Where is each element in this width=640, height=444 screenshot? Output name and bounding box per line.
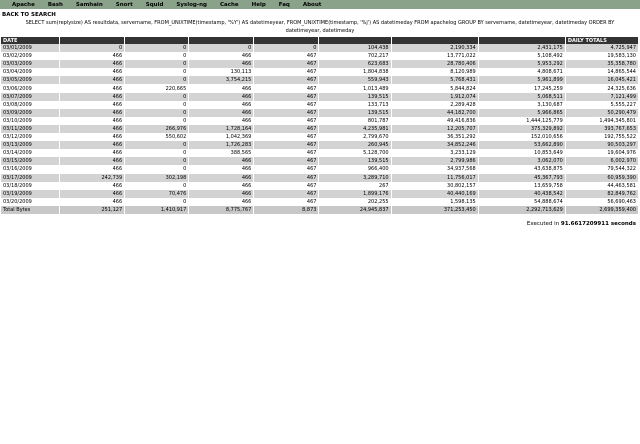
bytes-cell: 5,844,824 <box>392 84 478 92</box>
bytes-cell: 466 <box>60 60 124 68</box>
daily-total-cell: 19,583,130 <box>566 52 638 60</box>
bytes-cell: 2,289,428 <box>392 101 478 109</box>
table-row <box>1 157 638 165</box>
daily-total-cell: 2,699,359,400 <box>566 206 638 214</box>
bytes-cell: 0 <box>125 93 188 101</box>
bytes-cell: 5,128,700 <box>319 149 390 157</box>
table-row <box>1 133 638 141</box>
bytes-cell: 466 <box>189 165 253 173</box>
bytes-cell: 0 <box>125 101 188 109</box>
bytes-cell: 3,062,070 <box>479 157 565 165</box>
bytes-cell: 5,966,865 <box>479 109 565 117</box>
bytes-cell: 104,438 <box>319 44 390 52</box>
bytes-cell: 266,976 <box>125 125 188 133</box>
column-header <box>254 37 318 44</box>
menu-item-help[interactable]: Help <box>251 1 266 8</box>
bytes-cell: 24,945,837 <box>319 206 390 214</box>
bytes-cell: 0 <box>125 141 188 149</box>
bytes-cell: 467 <box>254 93 318 101</box>
column-header <box>189 37 253 44</box>
bytes-cell: 10,853,649 <box>479 149 565 157</box>
table-row <box>1 60 638 68</box>
table-row <box>1 76 638 84</box>
table-row <box>1 141 638 149</box>
bytes-cell: 466 <box>189 117 253 125</box>
daily-total-cell: 56,690,463 <box>566 198 638 206</box>
bytes-cell: 1,013,489 <box>319 84 390 92</box>
table-row <box>1 125 638 133</box>
bytes-cell: 467 <box>254 101 318 109</box>
column-header <box>60 37 124 44</box>
bytes-cell: 388,565 <box>189 149 253 157</box>
bytes-cell: 466 <box>60 76 124 84</box>
date-cell: 03/05/2009 <box>1 76 59 84</box>
bytes-cell: 467 <box>254 198 318 206</box>
table-row <box>1 93 638 101</box>
bytes-cell: 466 <box>60 157 124 165</box>
date-cell: 03/12/2009 <box>1 133 59 141</box>
bytes-cell: 5,068,511 <box>479 93 565 101</box>
bytes-cell: 550,602 <box>125 133 188 141</box>
bytes-cell: 36,351,292 <box>392 133 478 141</box>
bytes-cell: 0 <box>189 44 253 52</box>
column-header: DATE <box>1 37 59 44</box>
bytes-cell: 0 <box>125 44 188 52</box>
bytes-cell: 1,598,135 <box>392 198 478 206</box>
bytes-cell: 467 <box>254 117 318 125</box>
bytes-cell: 466 <box>189 182 253 190</box>
bytes-cell: 2,292,713,629 <box>479 206 565 214</box>
menu-item-faq[interactable]: Faq <box>278 1 290 8</box>
bytes-cell: 5,953,292 <box>479 60 565 68</box>
bytes-cell: 130,113 <box>189 68 253 76</box>
date-cell: 03/07/2009 <box>1 93 59 101</box>
table-row <box>1 101 638 109</box>
bytes-cell: 1,804,838 <box>319 68 390 76</box>
bytes-cell: 8,873 <box>254 206 318 214</box>
column-header <box>319 37 390 44</box>
bytes-cell: 466 <box>60 149 124 157</box>
bytes-cell: 466 <box>60 117 124 125</box>
bytes-cell: 0 <box>125 68 188 76</box>
bytes-cell: 28,780,406 <box>392 60 478 68</box>
date-cell: 03/18/2009 <box>1 182 59 190</box>
bytes-cell: 1,728,164 <box>189 125 253 133</box>
date-cell: 03/03/2009 <box>1 60 59 68</box>
bytes-cell: 467 <box>254 165 318 173</box>
bytes-cell: 267 <box>319 182 390 190</box>
bytes-cell: 1,042,369 <box>189 133 253 141</box>
bytes-cell: 467 <box>254 190 318 198</box>
sql-query-text: SELECT sum(replysize) AS resultdata, servername, FROM_UNIXTIME(timestamp, '%Y') AS datetimeyear, FROM_UNIXTIME(timestamp, '%j') AS datetimeday FROM apachelog GROUP BY servername, datetimeyear, datetimeday ORDER BY datetimeyear, datetimeday <box>25 20 615 34</box>
daily-total-cell: 90,503,297 <box>566 141 638 149</box>
bytes-cell: 139,515 <box>319 93 390 101</box>
bytes-cell: 467 <box>254 76 318 84</box>
bytes-cell: 466 <box>189 84 253 92</box>
bytes-cell: 466 <box>60 182 124 190</box>
bytes-cell: 302,198 <box>125 174 188 182</box>
results-table <box>0 37 639 214</box>
bytes-cell: 375,329,892 <box>479 125 565 133</box>
bytes-cell: 466 <box>60 165 124 173</box>
execution-time-value: 91.6617209911 seconds <box>560 220 636 227</box>
bytes-cell: 133,713 <box>319 101 390 109</box>
bytes-cell: 467 <box>254 68 318 76</box>
daily-total-cell: 35,358,780 <box>566 60 638 68</box>
bytes-cell: 0 <box>125 157 188 165</box>
bytes-cell: 3,289,710 <box>319 174 390 182</box>
daily-total-cell: 16,045,421 <box>566 76 638 84</box>
bytes-cell: 1,912,074 <box>392 93 478 101</box>
menu-item-bash[interactable]: Bash <box>47 1 63 8</box>
bytes-cell: 467 <box>254 125 318 133</box>
bytes-cell: 70,476 <box>125 190 188 198</box>
bytes-cell: 3,233,129 <box>392 149 478 157</box>
bytes-cell: 0 <box>125 76 188 84</box>
bytes-cell: 1,726,283 <box>189 141 253 149</box>
bytes-cell: 466 <box>189 174 253 182</box>
bytes-cell: 260,945 <box>319 141 390 149</box>
table-row <box>1 117 638 125</box>
bytes-cell: 34,852,246 <box>392 141 478 149</box>
bytes-cell: 702,217 <box>319 52 390 60</box>
bytes-cell: 54,888,674 <box>479 198 565 206</box>
bytes-cell: 467 <box>254 182 318 190</box>
bytes-cell: 466 <box>189 101 253 109</box>
daily-total-cell: 82,849,762 <box>566 190 638 198</box>
bytes-cell: 2,799,986 <box>392 157 478 165</box>
date-cell: 03/14/2009 <box>1 149 59 157</box>
bytes-cell: 466 <box>189 109 253 117</box>
daily-total-cell: 5,555,227 <box>566 101 638 109</box>
bytes-cell: 8,120,989 <box>392 68 478 76</box>
daily-total-cell: 6,002,970 <box>566 157 638 165</box>
bytes-cell: 2,431,175 <box>479 44 565 52</box>
daily-total-cell: 50,290,479 <box>566 109 638 117</box>
bytes-cell: 0 <box>125 198 188 206</box>
date-cell: 03/13/2009 <box>1 141 59 149</box>
column-header <box>392 37 478 44</box>
bytes-cell: 2,799,670 <box>319 133 390 141</box>
date-cell: 03/20/2009 <box>1 198 59 206</box>
bytes-cell: 1,444,125,779 <box>479 117 565 125</box>
bytes-cell: 45,367,793 <box>479 174 565 182</box>
column-header: DAILY TOTALS <box>566 37 638 44</box>
bytes-cell: 559,943 <box>319 76 390 84</box>
daily-total-cell: 44,463,581 <box>566 182 638 190</box>
menu-item-syslog-ng[interactable]: Syslog-ng <box>176 1 207 8</box>
bytes-cell: 467 <box>254 133 318 141</box>
bytes-cell: 220,665 <box>125 84 188 92</box>
bytes-cell: 5,768,431 <box>392 76 478 84</box>
table-row <box>1 182 638 190</box>
bytes-cell: 467 <box>254 174 318 182</box>
date-cell: 03/04/2009 <box>1 68 59 76</box>
date-cell: 03/16/2009 <box>1 165 59 173</box>
bytes-cell: 13,659,758 <box>479 182 565 190</box>
bytes-cell: 466 <box>60 101 124 109</box>
bytes-cell: 466 <box>60 133 124 141</box>
bytes-cell: 467 <box>254 157 318 165</box>
bytes-cell: 467 <box>254 141 318 149</box>
bytes-cell: 202,255 <box>319 198 390 206</box>
bytes-cell: 466 <box>189 93 253 101</box>
bytes-cell: 467 <box>254 60 318 68</box>
bytes-cell: 466 <box>60 84 124 92</box>
bytes-cell: 43,638,875 <box>479 165 565 173</box>
execution-time-label: Executed in <box>526 220 561 227</box>
bytes-cell: 1,899,176 <box>319 190 390 198</box>
daily-total-cell: 7,121,499 <box>566 93 638 101</box>
bytes-cell: 0 <box>125 52 188 60</box>
date-cell: 03/08/2009 <box>1 101 59 109</box>
bytes-cell: 0 <box>125 149 188 157</box>
bytes-cell: 466 <box>189 52 253 60</box>
bytes-cell: 5,961,899 <box>479 76 565 84</box>
bytes-cell: 4,235,981 <box>319 125 390 133</box>
bytes-cell: 30,802,157 <box>392 182 478 190</box>
bytes-cell: 0 <box>254 44 318 52</box>
bytes-cell: 466 <box>60 52 124 60</box>
menu-item-about[interactable]: About <box>302 1 322 8</box>
daily-total-cell: 1,494,345,801 <box>566 117 638 125</box>
table-row <box>1 190 638 198</box>
bytes-cell: 467 <box>254 52 318 60</box>
bytes-cell: 152,010,656 <box>479 133 565 141</box>
bytes-cell: 467 <box>254 84 318 92</box>
bytes-cell: 34,937,568 <box>392 165 478 173</box>
bytes-cell: 0 <box>125 60 188 68</box>
bytes-cell: 49,416,836 <box>392 117 478 125</box>
column-header <box>479 37 565 44</box>
menu-item-samhain[interactable]: Samhain <box>75 1 103 8</box>
bytes-cell: 5,108,492 <box>479 52 565 60</box>
bytes-cell: 8,775,767 <box>189 206 253 214</box>
daily-total-cell: 19,604,976 <box>566 149 638 157</box>
total-row <box>1 206 638 214</box>
menu-item-squid[interactable]: Squid <box>145 1 164 8</box>
bytes-cell: 2,190,334 <box>392 44 478 52</box>
bytes-cell: 466 <box>60 190 124 198</box>
daily-total-cell: 393,767,653 <box>566 125 638 133</box>
table-header-row <box>1 37 638 44</box>
table-row <box>1 198 638 206</box>
table-row <box>1 52 638 60</box>
date-cell: 03/11/2009 <box>1 125 59 133</box>
daily-total-cell: 14,865,544 <box>566 68 638 76</box>
bytes-cell: 0 <box>125 165 188 173</box>
bytes-cell: 40,438,542 <box>479 190 565 198</box>
column-header <box>125 37 188 44</box>
back-to-search-link[interactable]: BACK TO SEARCH <box>2 12 56 18</box>
bytes-cell: 12,205,707 <box>392 125 478 133</box>
bytes-cell: 40,440,169 <box>392 190 478 198</box>
date-cell: 03/15/2009 <box>1 157 59 165</box>
table-row <box>1 109 638 117</box>
bytes-cell: 3,754,215 <box>189 76 253 84</box>
table-row <box>1 44 638 52</box>
daily-total-cell: 4,725,947 <box>566 44 638 52</box>
daily-total-cell: 24,325,636 <box>566 84 638 92</box>
bytes-cell: 139,515 <box>319 109 390 117</box>
bytes-cell: 11,756,017 <box>392 174 478 182</box>
date-cell: 03/06/2009 <box>1 84 59 92</box>
table-row <box>1 165 638 173</box>
bytes-cell: 466 <box>189 190 253 198</box>
table-row <box>1 174 638 182</box>
bytes-cell: 466 <box>60 141 124 149</box>
bytes-cell: 466 <box>60 109 124 117</box>
menu-item-snort[interactable]: Snort <box>115 1 133 8</box>
bytes-cell: 4,808,671 <box>479 68 565 76</box>
date-cell: 03/01/2009 <box>1 44 59 52</box>
bytes-cell: 466 <box>60 68 124 76</box>
date-cell: 03/19/2009 <box>1 190 59 198</box>
bytes-cell: 0 <box>60 44 124 52</box>
date-cell: Total Bytes <box>1 206 59 214</box>
bytes-cell: 466 <box>60 198 124 206</box>
bytes-cell: 466 <box>189 60 253 68</box>
bytes-cell: 371,253,450 <box>392 206 478 214</box>
bytes-cell: 53,662,890 <box>479 141 565 149</box>
table-row <box>1 84 638 92</box>
date-cell: 03/10/2009 <box>1 117 59 125</box>
top-menu-bar <box>0 0 640 9</box>
bytes-cell: 467 <box>254 149 318 157</box>
bytes-cell: 251,127 <box>60 206 124 214</box>
bytes-cell: 0 <box>125 109 188 117</box>
bytes-cell: 966,400 <box>319 165 390 173</box>
table-row <box>1 149 638 157</box>
menu-item-cache[interactable]: Cache <box>219 1 239 8</box>
bytes-cell: 139,515 <box>319 157 390 165</box>
bytes-cell: 801,787 <box>319 117 390 125</box>
bytes-cell: 466 <box>60 93 124 101</box>
menu-item-apache[interactable]: Apache <box>12 1 35 8</box>
date-cell: 03/09/2009 <box>1 109 59 117</box>
execution-time <box>0 221 636 227</box>
bytes-cell: 1,410,917 <box>125 206 188 214</box>
bytes-cell: 466 <box>189 198 253 206</box>
bytes-cell: 623,683 <box>319 60 390 68</box>
date-cell: 03/02/2009 <box>1 52 59 60</box>
table-row <box>1 68 638 76</box>
bytes-cell: 242,739 <box>60 174 124 182</box>
daily-total-cell: 79,544,322 <box>566 165 638 173</box>
bytes-cell: 3,130,687 <box>479 101 565 109</box>
bytes-cell: 467 <box>254 109 318 117</box>
bytes-cell: 17,245,259 <box>479 84 565 92</box>
bytes-cell: 466 <box>60 125 124 133</box>
bytes-cell: 13,771,022 <box>392 52 478 60</box>
bytes-cell: 44,182,700 <box>392 109 478 117</box>
bytes-cell: 0 <box>125 117 188 125</box>
daily-total-cell: 60,959,390 <box>566 174 638 182</box>
bytes-cell: 0 <box>125 182 188 190</box>
date-cell: 03/17/2009 <box>1 174 59 182</box>
bytes-cell: 466 <box>189 157 253 165</box>
daily-total-cell: 192,755,522 <box>566 133 638 141</box>
